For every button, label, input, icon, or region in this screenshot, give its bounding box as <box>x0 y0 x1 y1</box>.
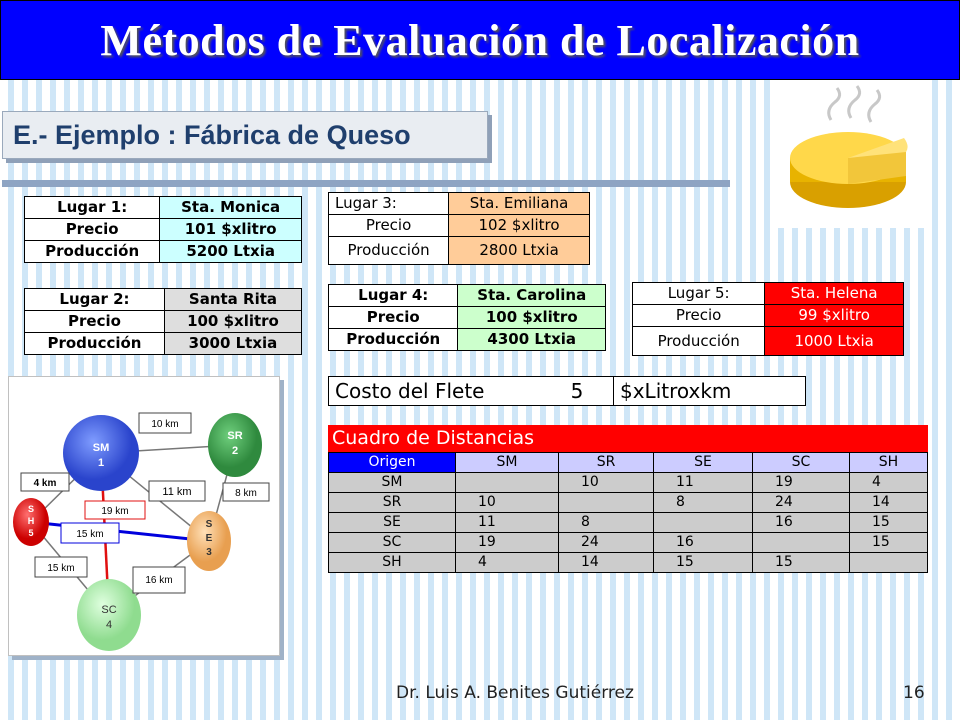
distance-header: SE <box>654 453 753 473</box>
svg-text:15 km: 15 km <box>47 563 75 574</box>
location-table-5 <box>632 282 904 356</box>
location-label: Lugar 5: <box>633 283 765 305</box>
distance-cell: 8 <box>559 513 654 533</box>
location-name: Sta. Monica <box>160 197 302 219</box>
production-value: 4300 Ltxia <box>458 329 606 351</box>
svg-text:16 km: 16 km <box>145 575 173 586</box>
distance-cell: 11 <box>456 513 559 533</box>
edge-label-sh-se <box>61 523 119 543</box>
distance-table-title: Cuadro de Distancias <box>328 425 928 452</box>
svg-text:8 km: 8 km <box>235 488 257 499</box>
node-sc <box>77 579 141 651</box>
table-row <box>329 473 928 493</box>
edge-label-se-sc <box>133 567 185 593</box>
distance-cell: 15 <box>850 533 928 553</box>
production-value: 1000 Ltxia <box>765 327 904 356</box>
svg-text:15 km: 15 km <box>76 529 104 540</box>
row-label: SM <box>329 473 456 493</box>
edge-label-sr-se <box>223 483 269 501</box>
edge-label-sm-sr <box>139 413 191 433</box>
row-label: SR <box>329 493 456 513</box>
location-table-4 <box>328 284 606 351</box>
svg-text:11 km: 11 km <box>162 486 192 498</box>
footer-author: Dr. Luis A. Benites Gutiérrez <box>396 683 634 703</box>
price-label: Precio <box>633 305 765 327</box>
freight-label: Costo del Flete <box>329 377 542 406</box>
distance-cell: 14 <box>850 493 928 513</box>
production-label: Producción <box>329 329 458 351</box>
distance-cell: 10 <box>456 493 559 513</box>
distance-header-row <box>329 453 928 473</box>
node-sh <box>13 498 49 546</box>
freight-value: 5 <box>541 377 614 406</box>
svg-text:19 km: 19 km <box>101 506 129 517</box>
table-row <box>329 493 928 513</box>
production-label: Producción <box>25 241 160 263</box>
production-value: 3000 Ltxia <box>164 333 301 355</box>
node-sm <box>63 415 139 491</box>
distance-cell: 24 <box>753 493 850 513</box>
distance-header: SM <box>456 453 559 473</box>
table-row <box>329 533 928 553</box>
distance-cell: 14 <box>559 553 654 573</box>
node-label: S <box>205 519 213 530</box>
node-label: 4 <box>105 619 113 631</box>
production-value: 2800 Ltxia <box>449 237 590 265</box>
node-se <box>187 511 231 571</box>
distance-cell: 19 <box>456 533 559 553</box>
svg-text:4 km: 4 km <box>33 478 57 489</box>
subtitle: E.- Ejemplo : Fábrica de Queso <box>13 119 411 150</box>
freight-cost-table <box>328 376 806 406</box>
distance-header: SC <box>753 453 850 473</box>
price-label: Precio <box>329 215 449 237</box>
node-label: SR <box>227 430 243 442</box>
location-table-2 <box>24 288 302 355</box>
price-value: 102 $xlitro <box>449 215 590 237</box>
freight-unit: $xLitroxkm <box>614 377 806 406</box>
distance-map <box>8 376 280 656</box>
table-row <box>329 513 928 533</box>
distance-cell: 4 <box>456 553 559 573</box>
production-label: Producción <box>25 333 165 355</box>
node-label: 3 <box>206 547 212 558</box>
location-label: Lugar 3: <box>329 193 449 215</box>
distance-cell: 15 <box>753 553 850 573</box>
price-value: 100 $xlitro <box>458 307 606 329</box>
price-label: Precio <box>25 219 160 241</box>
edge-label-sm-sc <box>85 501 145 519</box>
distance-header-origin: Origen <box>329 453 456 473</box>
distance-cell <box>559 493 654 513</box>
distance-cell: 24 <box>559 533 654 553</box>
node-label: S <box>27 504 35 514</box>
page-title: Métodos de Evaluación de Localización <box>100 15 860 65</box>
location-table-3 <box>328 192 590 265</box>
production-label: Producción <box>329 237 449 265</box>
row-label: SC <box>329 533 456 553</box>
distance-cell: 15 <box>654 553 753 573</box>
price-value: 101 $xlitro <box>160 219 302 241</box>
row-label: SH <box>329 553 456 573</box>
distance-cell: 4 <box>850 473 928 493</box>
location-label: Lugar 1: <box>25 197 160 219</box>
edge-label-sh-sc <box>35 557 87 577</box>
node-label: 1 <box>97 457 105 469</box>
location-table-1 <box>24 196 302 263</box>
subtitle-box <box>2 111 488 159</box>
page-number: 16 <box>903 683 925 703</box>
distance-cell <box>654 513 753 533</box>
distance-cell <box>753 533 850 553</box>
price-value: 99 $xlitro <box>765 305 904 327</box>
node-label: 2 <box>231 445 239 457</box>
distance-cell: 15 <box>850 513 928 533</box>
price-value: 100 $xlitro <box>164 311 301 333</box>
location-name: Sta. Carolina <box>458 285 606 307</box>
node-label: H <box>27 516 35 526</box>
distance-cell: 16 <box>654 533 753 553</box>
distance-cell <box>456 473 559 493</box>
node-label: SC <box>101 604 117 616</box>
location-label: Lugar 2: <box>25 289 165 311</box>
location-name: Sta. Helena <box>765 283 904 305</box>
edge-label-sm-se <box>149 481 205 501</box>
distance-table <box>328 452 928 573</box>
production-value: 5200 Ltxia <box>160 241 302 263</box>
location-name: Sta. Emiliana <box>449 193 590 215</box>
distance-cell: 16 <box>753 513 850 533</box>
table-row <box>329 553 928 573</box>
distance-cell: 8 <box>654 493 753 513</box>
distance-cell: 11 <box>654 473 753 493</box>
price-label: Precio <box>329 307 458 329</box>
node-label: SM <box>92 442 110 454</box>
node-label: 5 <box>28 528 34 538</box>
title-bar <box>0 0 960 80</box>
distance-header: SH <box>850 453 928 473</box>
cheese-icon <box>776 80 924 228</box>
distance-cell: 19 <box>753 473 850 493</box>
distance-header: SR <box>559 453 654 473</box>
production-label: Producción <box>633 327 765 356</box>
node-label: E <box>205 533 213 544</box>
divider <box>2 180 730 187</box>
edge-sh-se <box>31 522 209 541</box>
edge-label-sm-sh <box>21 473 69 491</box>
node-sr <box>208 413 262 477</box>
location-name: Santa Rita <box>164 289 301 311</box>
distance-cell: 10 <box>559 473 654 493</box>
location-label: Lugar 4: <box>329 285 458 307</box>
svg-text:10 km: 10 km <box>151 419 179 430</box>
row-label: SE <box>329 513 456 533</box>
price-label: Precio <box>25 311 165 333</box>
distance-cell <box>850 553 928 573</box>
